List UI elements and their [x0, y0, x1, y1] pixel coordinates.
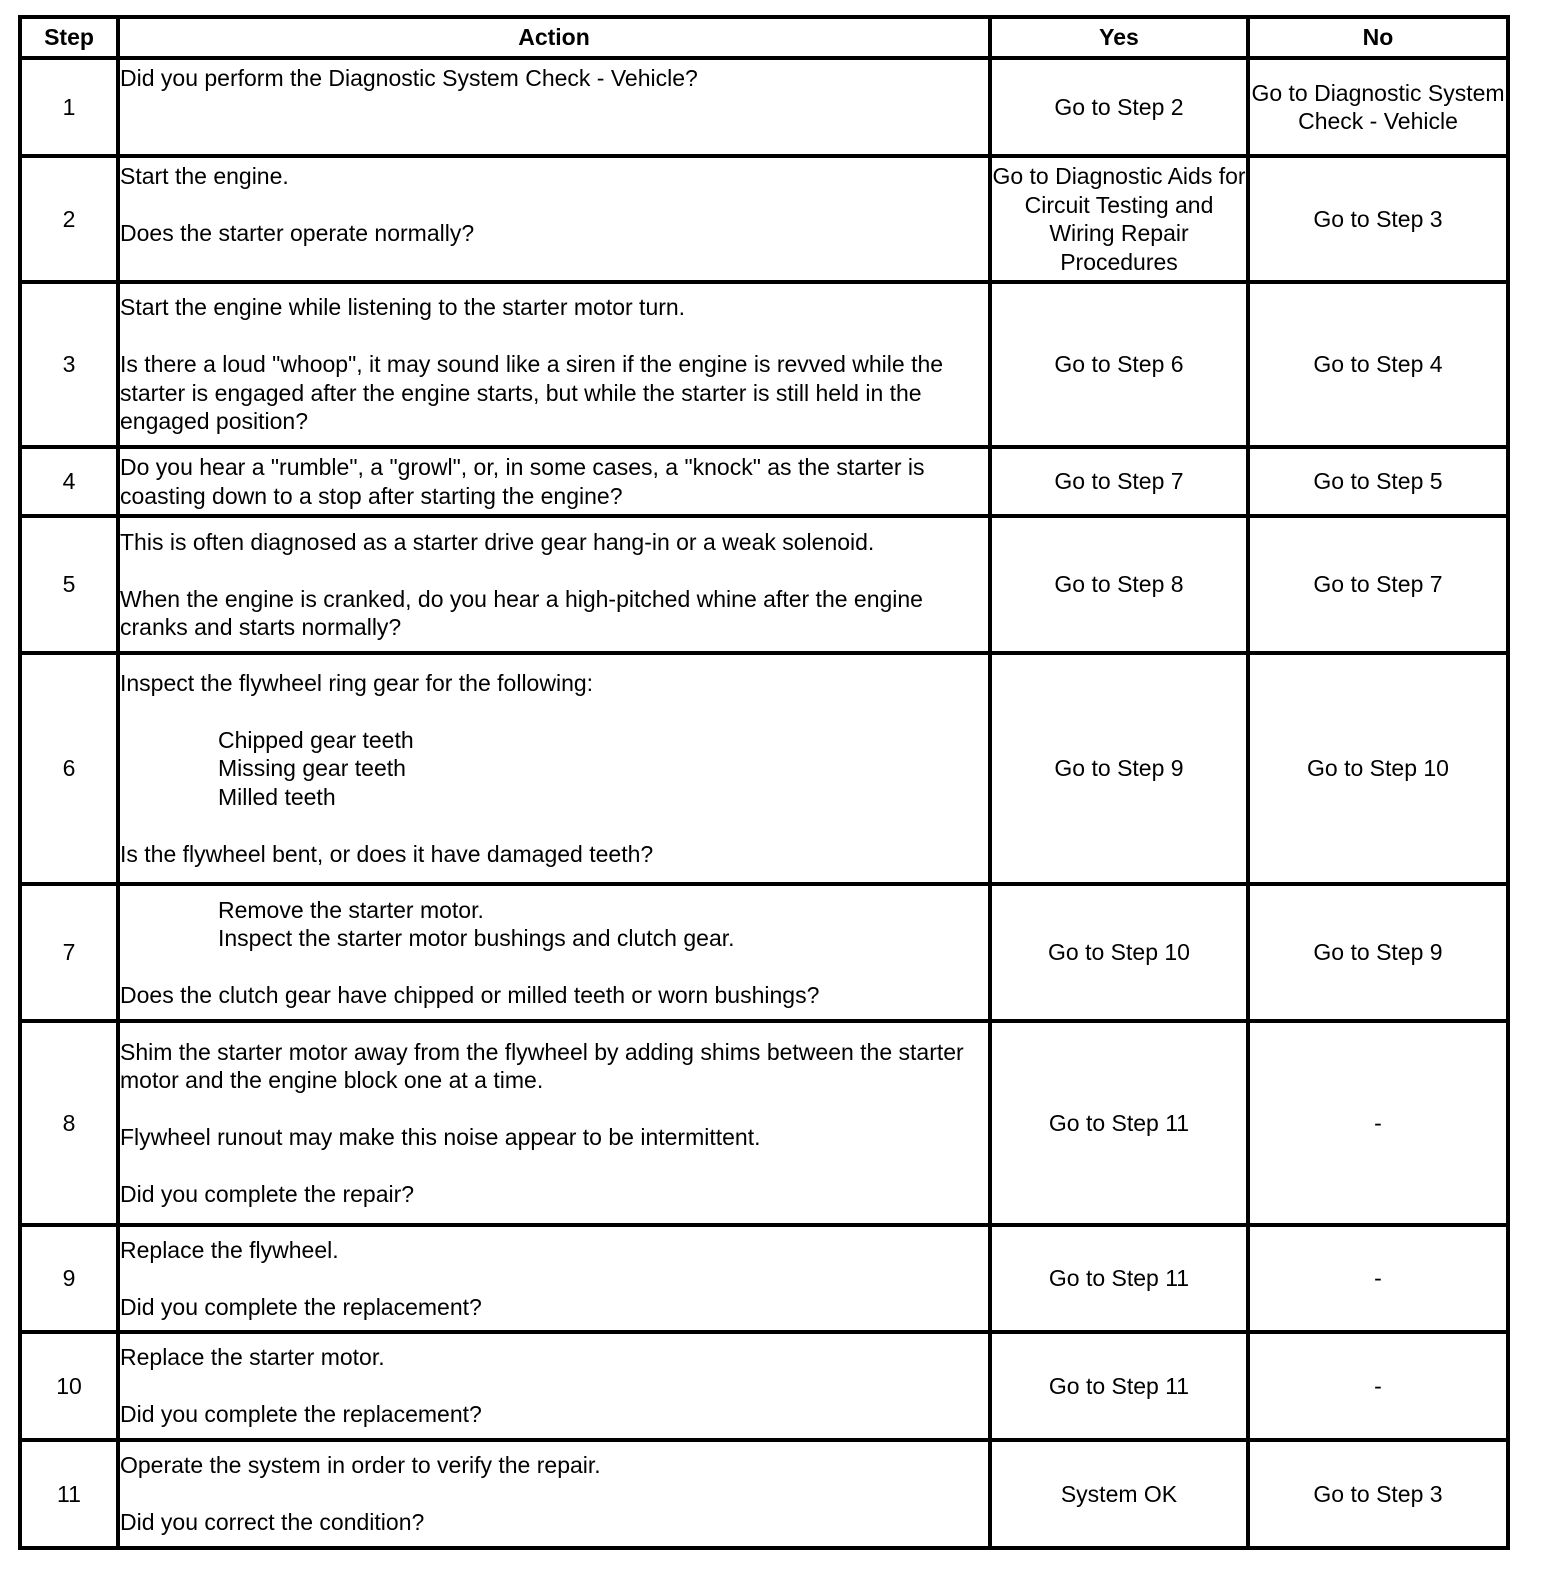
- header-row: [20, 17, 1508, 58]
- table-row: [20, 447, 1508, 516]
- action-text: Replace the flywheel.: [120, 1236, 339, 1263]
- yes-result: Go to Step 11: [990, 1021, 1248, 1225]
- action-cell: [118, 156, 990, 282]
- spacer: [120, 697, 988, 726]
- spacer: [120, 1372, 988, 1401]
- action-cell: [118, 1021, 990, 1225]
- action-text: Remove the starter motor.: [218, 896, 484, 923]
- step-number: 11: [20, 1440, 118, 1548]
- table-row: [20, 884, 1508, 1021]
- step-number: 1: [20, 58, 118, 156]
- step-number: 3: [20, 282, 118, 447]
- action-text: Inspect the flywheel ring gear for the following:: [120, 669, 594, 696]
- spacer: [120, 1152, 988, 1181]
- spacer: [120, 322, 988, 351]
- no-result: Go to Step 3: [1248, 1440, 1508, 1548]
- action-cell: [118, 653, 990, 884]
- action-text: Did you complete the replacement?: [120, 1293, 482, 1320]
- action-text: Start the engine while listening to the starter motor turn.: [120, 294, 686, 321]
- step-number: 4: [20, 447, 118, 516]
- no-result: -: [1248, 1332, 1508, 1440]
- yes-result: Go to Step 11: [990, 1225, 1248, 1332]
- no-result: Go to Step 7: [1248, 516, 1508, 653]
- action-text: Milled teeth: [218, 783, 336, 810]
- step-number: 5: [20, 516, 118, 653]
- action-text: Did you complete the repair?: [120, 1181, 415, 1207]
- table-row: [20, 516, 1508, 653]
- step-number: 6: [20, 653, 118, 884]
- spacer: [120, 248, 988, 277]
- action-text: Missing gear teeth: [218, 755, 406, 782]
- yes-result: Go to Step 10: [990, 884, 1248, 1021]
- no-result: -: [1248, 1021, 1508, 1225]
- no-result: Go to Step 9: [1248, 884, 1508, 1021]
- no-result: Go to Step 5: [1248, 447, 1508, 516]
- spacer: [120, 556, 988, 585]
- yes-result: Go to Step 7: [990, 447, 1248, 516]
- table-row: [20, 1440, 1508, 1548]
- action-cell: [118, 1225, 990, 1332]
- step-number: 10: [20, 1332, 118, 1440]
- no-result: Go to Step 4: [1248, 282, 1508, 447]
- action-cell: [118, 1440, 990, 1548]
- action-text: Flywheel runout may make this noise appear to be intermittent.: [120, 1124, 761, 1150]
- action-cell: [118, 516, 990, 653]
- table-row: [20, 156, 1508, 282]
- spacer: [120, 121, 988, 150]
- no-result: -: [1248, 1225, 1508, 1332]
- header-action: Action: [118, 17, 990, 58]
- action-text: Shim the starter motor away from the flywheel by adding shims between the starter motor and the engine block one at a time.: [120, 1038, 964, 1093]
- action-text: Did you correct the condition?: [120, 1509, 425, 1536]
- yes-result: Go to Step 6: [990, 282, 1248, 447]
- yes-result: Go to Step 2: [990, 58, 1248, 156]
- action-cell: [118, 58, 990, 156]
- table-row: [20, 1332, 1508, 1440]
- yes-result: Go to Step 8: [990, 516, 1248, 653]
- no-result: Go to Step 10: [1248, 653, 1508, 884]
- no-result: Go to Diagnostic System Check - Vehicle: [1248, 58, 1508, 156]
- action-text: Is there a loud "whoop", it may sound like a siren if the engine is revved while the starter is engaged after the engine starts, but while the starter is still held in the engaged position?: [120, 351, 944, 435]
- spacer: [120, 191, 988, 220]
- action-text: Replace the starter motor.: [120, 1344, 385, 1371]
- action-text: Is the flywheel bent, or does it have damaged teeth?: [120, 840, 654, 867]
- header-yes: Yes: [990, 17, 1248, 58]
- table-row: [20, 58, 1508, 156]
- action-cell: [118, 282, 990, 447]
- action-text: Do you hear a "rumble", a "growl", or, in some cases, a "knock" as the starter is coasting down to a stop after starting the engine?: [120, 454, 925, 509]
- action-text: Does the starter operate normally?: [120, 220, 475, 246]
- spacer: [120, 1095, 988, 1124]
- table-row: [20, 653, 1508, 884]
- step-number: 9: [20, 1225, 118, 1332]
- action-text: When the engine is cranked, do you hear a high-pitched whine after the engine cranks and starts normally?: [120, 585, 923, 640]
- action-cell: [118, 447, 990, 516]
- table-row: [20, 1021, 1508, 1225]
- action-text: Did you complete the replacement?: [120, 1401, 482, 1428]
- yes-result: Go to Diagnostic Aids for Circuit Testing and Wiring Repair Procedures: [990, 156, 1248, 282]
- yes-result: Go to Step 9: [990, 653, 1248, 884]
- header-no: No: [1248, 17, 1508, 58]
- action-text: Inspect the starter motor bushings and clutch gear.: [218, 925, 735, 951]
- yes-result: Go to Step 11: [990, 1332, 1248, 1440]
- no-result: Go to Step 3: [1248, 156, 1508, 282]
- spacer: [120, 93, 988, 122]
- action-cell: [118, 884, 990, 1021]
- header-step: Step: [20, 17, 118, 58]
- action-text: Operate the system in order to verify the repair.: [120, 1452, 601, 1479]
- action-cell: [118, 1332, 990, 1440]
- spacer: [120, 811, 988, 840]
- step-number: 7: [20, 884, 118, 1021]
- action-text: This is often diagnosed as a starter drive gear hang-in or a weak solenoid.: [120, 528, 875, 555]
- action-text: Did you perform the Diagnostic System Check - Vehicle?: [120, 65, 698, 92]
- step-number: 2: [20, 156, 118, 282]
- step-number: 8: [20, 1021, 118, 1225]
- action-text: Start the engine.: [120, 163, 289, 189]
- action-text: Does the clutch gear have chipped or milled teeth or worn bushings?: [120, 982, 820, 1008]
- spacer: [120, 1264, 988, 1293]
- spacer: [120, 953, 988, 982]
- spacer: [120, 1480, 988, 1509]
- action-text: Chipped gear teeth: [218, 726, 414, 753]
- table-row: [20, 1225, 1508, 1332]
- table-row: [20, 282, 1508, 447]
- yes-result: System OK: [990, 1440, 1248, 1548]
- diagnostic-table: [18, 15, 1510, 1550]
